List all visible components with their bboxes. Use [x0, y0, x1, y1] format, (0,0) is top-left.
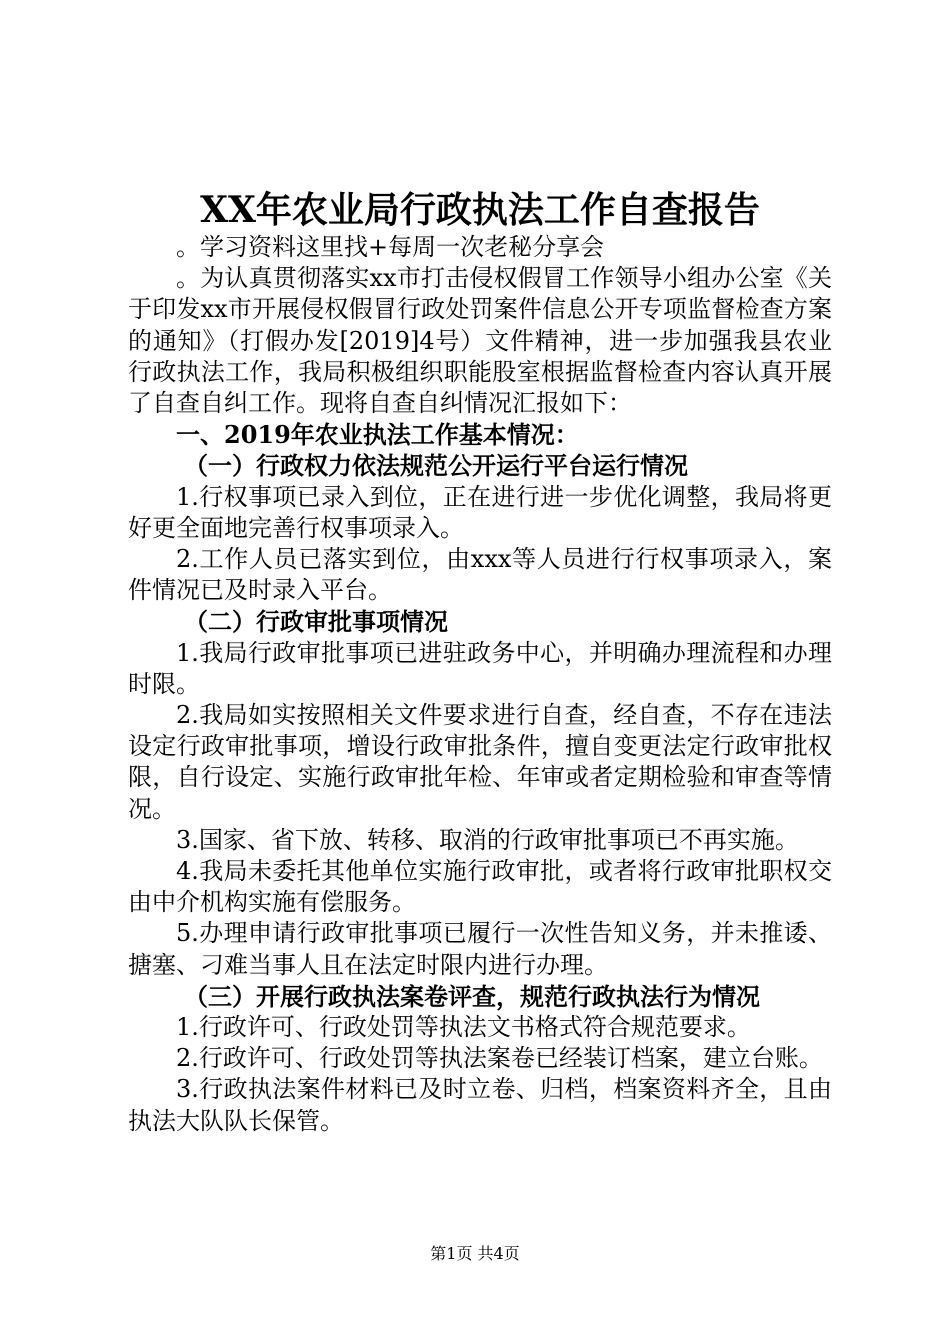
- body-paragraph: 2.工作人员已落实到位，由xxx等人员进行行权事项录入，案件情况已及时录入平台。: [128, 545, 832, 605]
- document-title: XX年农业局行政执法工作自查报告: [200, 189, 760, 231]
- body-paragraph: 5.办理申请行政审批事项已履行一次性告知义务，并未推诿、搪塞、刁难当事人且在法定时限内进行办理。: [128, 919, 832, 979]
- body-paragraph: 4.我局未委托其他单位实施行政审批，或者将行政审批职权交由中介机构实施有偿服务。: [128, 857, 832, 917]
- page-number: 第1页 共4页: [430, 1244, 520, 1263]
- section-heading: （一）行政权力依法规范公开运行平台运行情况: [184, 451, 688, 481]
- body-paragraph: 3.行政执法案件材料已及时立卷、归档，档案资料齐全，且由执法大队队长保管。: [128, 1075, 832, 1135]
- body-paragraph: 2.我局如实按照相关文件要求进行自查，经自查，不存在违法设定行政审批事项，增设行政审批条件，擅自变更法定行政审批权限，自行设定、实施行政审批年检、年审或者定期检验和审查等情况。: [128, 701, 832, 823]
- section-heading: 一、2019年农业执法工作基本情况：: [176, 420, 579, 450]
- body-paragraph: 1.行权事项已录入到位，正在进行进一步优化调整，我局将更好更全面地完善行权事项录入。: [128, 482, 832, 542]
- body-paragraph: 1.行政许可、行政处罚等执法文书格式符合规范要求。: [176, 1013, 751, 1042]
- document-body: [128, 232, 832, 1137]
- body-paragraph: 2.行政许可、行政处罚等执法案卷已经装订档案，建立台账。: [176, 1044, 823, 1073]
- section-heading: （三）开展行政执法案卷评查，规范行政执法行为情况: [184, 981, 760, 1011]
- body-paragraph: 1.我局行政审批事项已进驻政务中心，并明确办理流程和办理时限。: [128, 638, 832, 698]
- section-heading: （二）行政审批事项情况: [184, 607, 448, 637]
- body-paragraph: 。学习资料这里找+每周一次老秘分享会: [176, 233, 605, 261]
- body-paragraph: 。为认真贯彻落实xx市打击侵权假冒工作领导小组办公室《关于印发xx市开展侵权假冒行政处罚案件信息公开专项监督检查方案的通知》（打假办发[2019]4号）文件精神，进一步加强我县农业行政执法工作，我局积极组织职能股室根据监督检查内容认真开展了自查自纠工作。现将自查自纠情况汇报如下：: [128, 264, 832, 418]
- body-paragraph: 3.国家、省下放、转移、取消的行政审批事项已不再实施。: [176, 825, 799, 854]
